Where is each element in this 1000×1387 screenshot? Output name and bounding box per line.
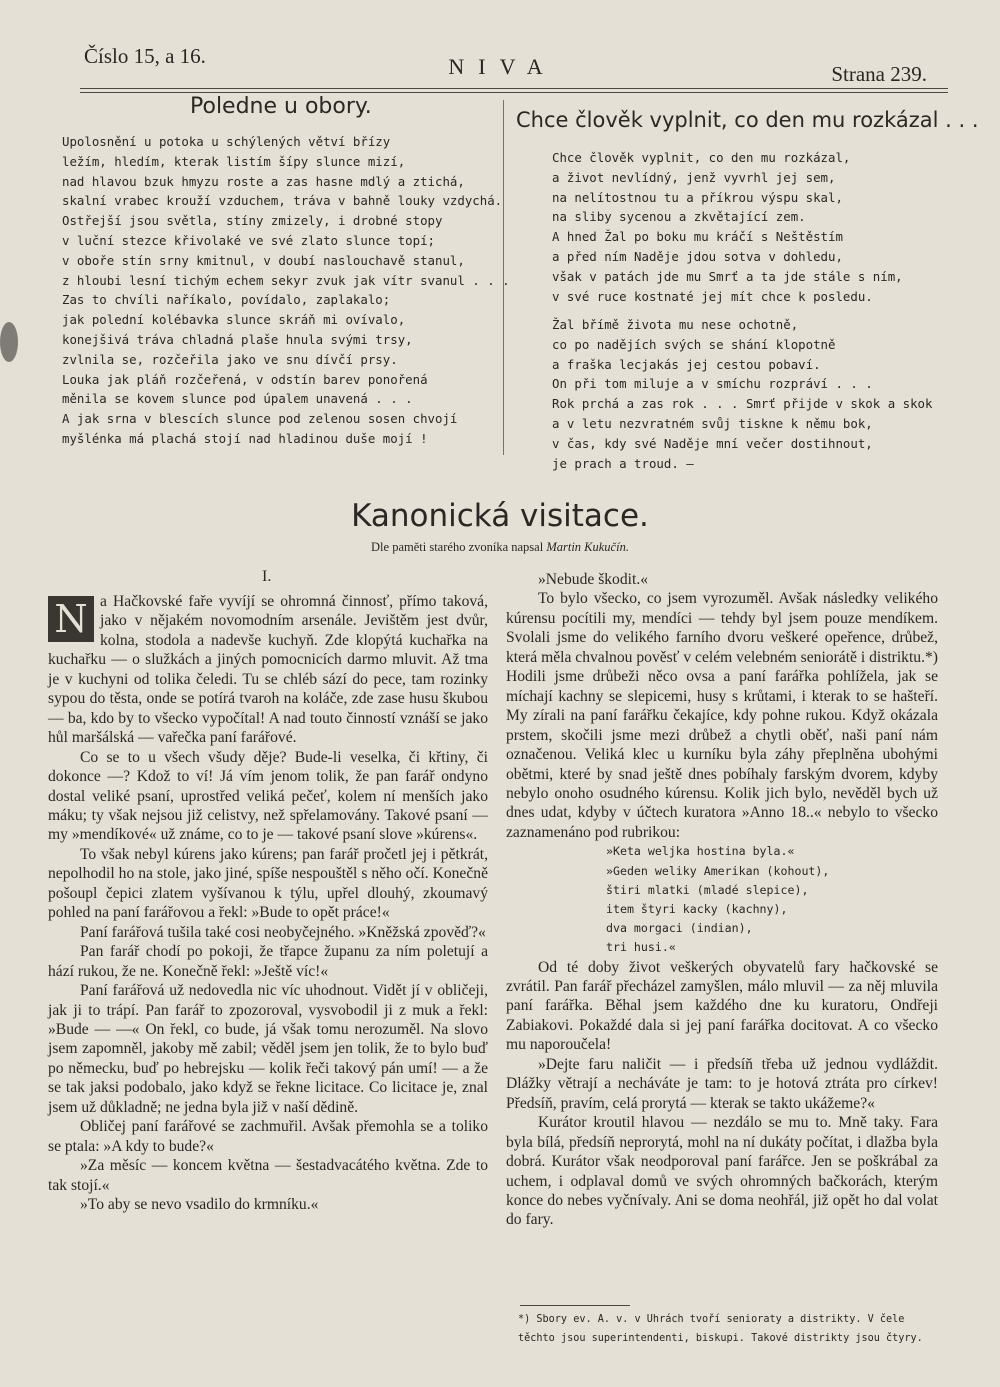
article-paragraph: Obličej paní farářové se zachmuřil. Avšak přemohla se a toliko se ptala: »A kdy to bude?« [48, 1118, 488, 1155]
poem-line: konejšivá tráva chladná plaše hnula svými trsy, [62, 331, 413, 347]
verse-line: dva morgaci (indian), [606, 921, 753, 936]
poem-line: v své ruce kostnaté jej mít chce k posledu. [552, 288, 873, 304]
verse-line: »Keta weljka hostina byla.« [606, 844, 795, 859]
poem-line: A hned Žal po boku mu kráčí s Neštěstím [552, 229, 843, 245]
poem-line: ležím, hledím, kterak listím šípy slunce mizí, [62, 153, 406, 169]
article-paragraph: Kurátor kroutil hlavou — nezdálo se mu to. Mně taky. Fara byla bílá, předsíň neprorytá, mohl na ní dukáty počítat, i dlažba byla dobrá. Kurátor však neodporoval paní farářce. Jen se poškrábal za uchem, i odplaval domů ve svých ohromných bačkorách, kterým konce do nebes vyčnívaly. Ani se doma neohřál, již opět ho dal volat do fary. [506, 1114, 938, 1229]
poem-line: na nelítostnou tu a příkrou výspu skal, [552, 189, 843, 205]
article-title: Kanonická visitace. [351, 498, 649, 534]
article-paragraph: Paní farářová tušila také cosi neobyčejného. »Kněžská zpověď?« [80, 923, 486, 941]
poem-line: nad hlavou bzuk hmyzu roste a zas hasne mdlý a ztichá, [62, 173, 465, 189]
poem-right-stanza-1 [552, 148, 942, 306]
poem-line: na sliby sycenou a zkvětající zem. [552, 209, 806, 225]
dropcap-initial: N [48, 596, 94, 642]
article-column-left [48, 592, 488, 1215]
article-paragraph: To bylo všecko, co jsem vyrozuměl. Avšak následky velikého kúrensu pocítili my, mendíci — tehdy byl jsem pouze mendíkem. Svolali jsme do velikého farního dvoru veškeré opeřence, drůbež, která měla chvalnou pověsť v celém velebném seniorátě i distriktu.*) Hodili jsme drůbeži něco ovsa a paní farářka pohlížela, jak se míchají kachny se slepicemi, husy s krůtami, i kterak to se hašteří. My zírali na paní farářku čekajíce, kdy pohne rukou. Když okázala prstem, skočili jsme mezi drůbež a chytli oběť, naši paní nám označenou. Veliká klec u kurníku byla záhy přeplněna ubohými obětmi, které by snad ještě dnes pobíhaly farským dvorem, kdyby nebylo onoho osudného kúrensu. Kolik jich bylo, nevěděl bych už dnes udat, kdyby v účtech kuratora »Anno 18..« nebylo to všecko zaznamenáno pod rubrikou: [506, 590, 938, 841]
article-paragraph: »Za měsíc — koncem května — šestadvacátého května. Zde to tak stojí.« [48, 1157, 488, 1194]
article-paragraph: N a Hačkovské faře vyvíjí se ohromná činnosť, přímo taková, jako v nějakém novomodním arsenále. Jevištěm jest dvůr, kolna, stodola a nadevše kuchyň. Zde klopýtá kuchařka na kuchařku — o služkách a jiných pomocnicích darmo mluvit. Až tma je v kuchyni od tolika čeledi. Tu se chléb sází do pece, tam rozinky sypou do těsta, onde se potírá tvaroh na koláče, zde zase husu škubou — ba, kdo by to všecko vypočítal! A nad touto činností vznáší se jako hůl maršálská — vařečka paní farářové. [48, 593, 488, 747]
poem-left-title: Poledne u obory. [190, 94, 372, 119]
footnote-line: *) Sbory ev. A. v. v Uhrách tvoří senioraty a distrikty. V čele [518, 1314, 905, 1325]
poem-line: Louka jak pláň rozčeřená, v odstín barev ponořená [62, 371, 428, 387]
header-rule [80, 88, 948, 89]
poem-line: v čas, kdy své Naděje mní večer dostihnout, [552, 435, 873, 451]
article-paragraph: Od té doby život veškerých obyvatelů fary hačkovské se zvrátil. Pan farář přecházel zamyšlen, málo mluvil — za něj mluvila paní farářka. Běhal jsem každého dne ku kuratoru, Ondřeji Zabiakovi. Pokaždé dala si jej paní farářka docitovat. A co všecko mu naporoučela! [506, 958, 938, 1054]
poem-line: Žal břímě života mu nese ochotně, [552, 317, 799, 332]
article-column-right [506, 570, 938, 1230]
section-numeral: I. [262, 568, 272, 585]
page-number: Strana 239. [831, 62, 927, 86]
footnote-rule [520, 1305, 630, 1306]
poem-line: z hloubi lesní tichým echem sekyr zvuk jak vítr svanul . . . [62, 272, 510, 288]
ink-blot [0, 322, 18, 362]
poem-line: však v patách jde mu Smrť a ta jde stále s ním, [552, 268, 903, 284]
poem-line: zvlnila se, rozčeřila jako ve snu dívčí prsy. [62, 351, 398, 367]
article-paragraph: Paní farářová už nedovedla nic víc uhodnout. Vidět jí v obličeji, jak ji to trápí. Pan farář to zpozoroval, vysvobodil ji z muk a řekl: »Bude — —« On řekl, co bude, já však tomu nerozuměl. Na slovo jsem zapomněl, jakoby mě zabil; věděl jsem jen tolik, že to bylo buď po německu, buď po hebrejsku — kolik řeči takový pán umí! — a že se tak jaksi podobalo, jako když se řekne licitace. Co licitace je, znal jsem už důkladně; ne jedna byla již v naší dědině. [48, 982, 488, 1116]
article-paragraph: »Dejte faru naličit — i předsíň třeba už jednou vydláždit. Dlážky větrají a necháváte je tam: to je hotová ztráta pro církev! Předsíň, pravím, celá prorytá — kterak se takto ukážeme?« [506, 1055, 938, 1112]
article-paragraph: Co se to u všech všudy děje? Bude-li veselka, či křtiny, či dokonce —? Kdož to ví! Já vím jenom tolik, že pan farář ondyno dostal veliké psaní, uprostřed veliká pečeť, kolem ní menších jako máku; ty však nejsou již celistvy, než spřelamovány. Takové psaní — my »mendíkové« už známe, co to je — takové psaní slove »kúrens«. [48, 748, 488, 844]
article-paragraph: To však nebyl kúrens jako kúrens; pan farář pročetl jej i pětkrát, nepolhodil ho na stole, jako jiné, spíše nespouštěl s něho očí. Konečně pošoupl čepici zlatem vyšívanou k týlu, upřel dlouhý, zkoumavý pohled na paní farářovou a řekl: »Bude to opět práce!« [48, 845, 488, 922]
poem-line: a v letu nezvratném svůj tiskne k němu bok, [552, 415, 873, 431]
header-rule-thin [80, 92, 948, 93]
poem-line: je prach a troud. — [552, 455, 694, 471]
poem-line: v luční stezce křivolaké ve své zlato slunce topí; [62, 232, 435, 248]
verse-line: item štyri kacky (kachny), [606, 901, 788, 916]
article-paragraph: Pan farář chodí po pokoji, že třapce županu za ním poletují a hází rukou, že ne. Konečně řekl: »Ještě víc!« [48, 943, 488, 980]
poem-line: měnila se kovem slunce pod úpalem unavená . . . [62, 391, 413, 407]
poem-line: Ostřejší jsou světla, stíny zmizely, i drobné stopy [62, 213, 443, 229]
poem-right-title: Chce člověk vyplnit, co den mu rozkázal . . . [516, 108, 979, 132]
poem-line: Upolosnění u potoka u schýlených větví břízy [62, 134, 391, 149]
author-name: Martin Kukučín. [546, 540, 629, 554]
issue-number: Číslo 15, a 16. [84, 44, 206, 68]
page-header [60, 40, 945, 86]
poem-line: co po nadějích svých se shání klopotně [552, 336, 836, 352]
poem-line: Rok prchá a zas rok . . . Smrť přijde v skok a skok [552, 396, 933, 412]
article-paragraph: »Nebude škodit.« [538, 571, 649, 588]
verse-line: »Geden weliky Amerikan (kohout), [606, 863, 830, 878]
poem-line: skalní vrabec krouží vzduchem, tráva v bahně louky vzdychá. [62, 193, 503, 209]
footnote-line: těchto jsou superintendenti, biskupi. Takové distrikty jsou čtyry. [518, 1333, 923, 1344]
article-byline [0, 540, 1000, 555]
poem-line: On při tom miluje a v smíchu rozpráví . . . [552, 376, 873, 392]
poem-line: Chce člověk vyplnit, co den mu rozkázal, [552, 150, 851, 165]
poem-line: a před ním Naděje jdou sotva v dohledu, [552, 248, 843, 264]
poem-line: Zas to chvíli naříkalo, povídalo, zaplakalo; [62, 292, 391, 308]
verse-line: štiri mlatki (mladé slepice), [606, 882, 809, 897]
footnote [518, 1310, 923, 1348]
article-paragraph: »To aby se nevo vsadilo do krmníku.« [80, 1196, 319, 1214]
journal-name: NIVA [448, 54, 557, 79]
poem-line: A jak srna v blescích slunce pod zelenou sosen chvojí [62, 411, 458, 427]
poem-line: jak polední kolébavka slunce skráň mi ovívalo, [62, 312, 406, 328]
poem-left [62, 132, 510, 449]
verse-line: tri husi.« [606, 940, 676, 955]
poem-line: v oboře stín srny kmitnul, v doubí naslouchavě stanul, [62, 252, 465, 268]
poem-line: myšlénka má plachá stojí nad hladinou duše mojí ! [62, 430, 428, 446]
poem-right-stanza-2 [552, 315, 942, 473]
poem-line: a fraška lecjakás jej cestou pobaví. [552, 356, 821, 372]
byline-prefix: Dle paměti starého zvoníka napsal [371, 540, 544, 554]
poem-line: a život nevlídný, jenž vyvrhl jej sem, [552, 169, 836, 185]
account-verse [506, 842, 938, 957]
